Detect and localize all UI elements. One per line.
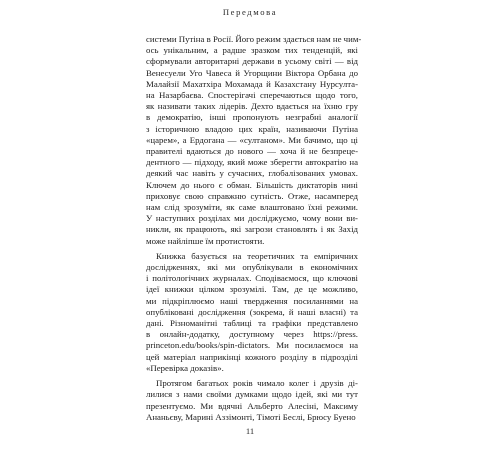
text-line: У наступних розділах ми досліджуємо, чому вони ви- [146, 213, 358, 224]
text-line: princeton.edu/books/spin-dictators. Ми посилаємося на [146, 340, 358, 351]
text-line: сформували авторитарні держави в усьому світі — від [146, 56, 358, 67]
paragraph-2 [146, 251, 358, 374]
text-line: деякий час навіть у сучасних, глобалізованих умовах. [146, 168, 358, 179]
text-line: правителі вдаються до нового — хоча й не безпреце- [146, 146, 358, 157]
text-line: на Назарбаєва. Спостерігачі сперечаються щодо того, [146, 90, 358, 101]
text-line: в онлайн-додатку, доступному через https://press. [146, 329, 358, 340]
text-line: дослідженнях, які ми опублікували в економічних [146, 262, 358, 273]
text-line: никли, як працюють, які загрози становлять і як Захід [146, 224, 358, 235]
text-line: цей матеріал наприкінці кожного розділу в підрозділі [146, 351, 358, 362]
text-line: системи Путіна в Росії. Його режим здається нам не чим- [146, 34, 362, 44]
running-head: Передмова [222, 7, 278, 17]
text-line: опубліковані дослідження (зокрема, й наші власні) та [146, 306, 358, 317]
text-line: Малайзії Махатхіра Мохамада й Казахстану Нурсулта- [146, 78, 358, 89]
paragraph-3 [146, 378, 358, 423]
paragraph-1 [146, 34, 362, 247]
text-line: ось унікальним, а радше зразком тих тенденцій, які [146, 45, 358, 56]
text-line: дані. Різноманітні таблиці та графіки представлено [146, 318, 358, 329]
text-line: Ключем до нього є обман. Більшість диктаторів нині [146, 179, 358, 190]
text-line: презентуємо. Ми вдячні Альберто Алесіні, Максиму [146, 400, 358, 411]
text-line: дентного — підходу, який може зберегти автократію на [146, 157, 358, 168]
text-line: «царем», а Ердогана — «султаном». Ми бачимо, що ці [146, 134, 358, 145]
text-line: приховує свою справжню сутність. Отже, насамперед [146, 190, 358, 201]
text-line: ідеї книжки цілком зрозумілі. Там, де це можливо, [146, 284, 358, 295]
text-line: «Перевірка доказів». [146, 362, 224, 373]
body-text [146, 34, 362, 423]
text-line: в демократію, інші пропонують незграбні аналогії [146, 112, 358, 123]
text-line: нам слід зрозуміти, як саме влаштовано їхні режими. [146, 202, 358, 213]
text-line: Венесуели Уго Чавеса й Угорщини Віктора Орбана до [146, 67, 358, 78]
text-line: Книжка базується на теоретичних та емпіричних [156, 250, 358, 261]
text-line: як називати таких лідерів. Дехто вдається на їхню гру [146, 101, 358, 112]
text-line: Протягом багатьох років чимало колег і друзів ді- [156, 378, 358, 389]
text-line: і політологічних журналах. Сподіваємося, що ключові [146, 273, 358, 284]
text-line: може найліпше їм протистояти. [146, 235, 265, 246]
text-line: Ананьєву, Марині Аззімонті, Тімоті Беслі, Брюсу Буено [146, 411, 356, 422]
text-line: ми підкріплюємо наші твердження посиланнями на [146, 295, 358, 306]
text-line: з історичною владою цих країн, називаючи Путіна [146, 123, 358, 134]
text-line: лилися з нами своїми думками щодо ідей, які ми тут [146, 389, 358, 400]
page-number: 11 [245, 426, 255, 436]
